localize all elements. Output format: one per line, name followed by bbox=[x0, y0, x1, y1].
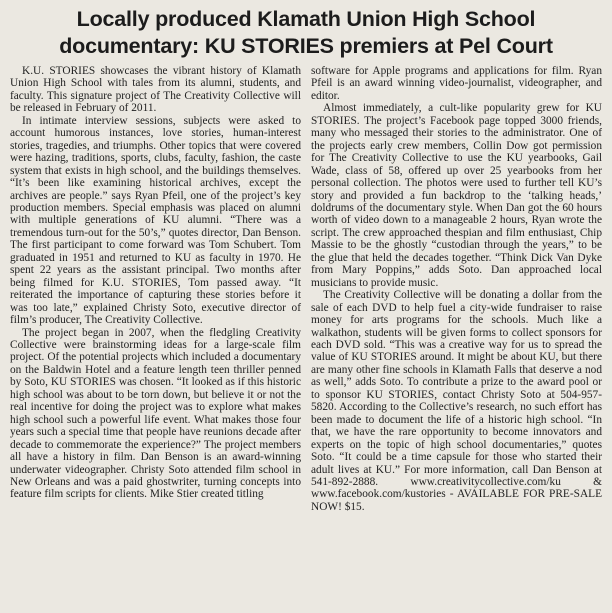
paragraph-fundraiser: The Creativity Collective will be donating a dollar from the sale of each DVD to help fuel a city-wide fundraiser to raise money for arts programs for the schools. Much like a walkathon, students will be given forms to collect sponsors for each DVD sold. “This was a creative way for us to spread the value of KU STORIES around. It might be about KU, but there are many other fine schools in Klamath Falls that deserve a nod as well,” adds Soto. To contribute a prize to the award pool or to sponsor KU STORIES, contact Christy Soto at 504-957-5820. According to the Collective’s research, no such effort has been made to document the life of a historic high school. “In that, we have the rare opportunity to become innovators and experts on the topic of high school documentaries,” quotes Soto. “It could be a time capsule for those who started their adult lives at KU.” For more information, call Dan Benson at 541-892-2888. www.creativitycollective.com/ku & www.facebook.com/kustories - AVAILABLE FOR PRE-SALE NOW! $15. bbox=[311, 289, 602, 513]
left-column bbox=[10, 65, 301, 605]
headline-line-2: documentary: KU STORIES premiers at Pel Court bbox=[59, 34, 553, 58]
paragraph-popularity: Almost immediately, a cult-like popularity grew for KU STORIES. The project’s Facebook page topped 3000 friends, many who messaged their stories to the administrator. One of the projects early crew members, Collin Dow got permission for The Creativity Collective to use the KU yearbooks, Gail Wade, class of 58, offered up over 25 yearbooks from her personal collection. The photos were used to further tell KU’s story and provided a fun backdrop to the ‘talking heads,’ doldrums of the documentary style. When Dan got the 60 hours worth of video down to a manageable 2 hours, Ryan wrote the script. The crew approached thespian and film enthusiast, Chip Massie to be the ghostly “custodian through the years,” to be the glue that held the decades together. “Think Dick Van Dyke from Mary Poppins,” adds Soto. Dan approached local musicians to provide music. bbox=[311, 102, 602, 289]
paragraph-interviews: In intimate interview sessions, subjects were asked to account humorous instances, love stories, human-interest stories, tragedies, and triumphs. Other topics that were covered were hazing, traditions, sports, clubs, faculty, fashion, the caste system that exists in high school, and the buildings themselves. “It’s been like examining historical archives, except the archives are people.” says Ryan Pfeil, one of the project’s key production members. Special emphasis was placed on alumni with multiple generations of KU alumni. “There was a tremendous turn-out for the 50’s,” quotes director, Dan Benson. The first participant to come forward was Tom Schubert. Tom graduated in 1951 and returned to KU as faculty in 1970. He spent 22 years as the assistant principal. Two months after being filmed for K.U. STORIES, Tom passed away. “It reiterated the importance of capturing these stories before it was too late,” explained Christy Soto, executive director of film’s producer, The Creativity Collective. bbox=[10, 114, 301, 327]
article-headline bbox=[10, 6, 602, 60]
article-body bbox=[10, 65, 602, 605]
right-column bbox=[311, 65, 602, 605]
paragraph-intro: K.U. STORIES showcases the vibrant history of Klamath Union High School with tales from its alumni, students, and faculty. This signature project of The Creativity Collective will be released in February of 2011. bbox=[10, 65, 301, 115]
paragraph-project-origin: The project began in 2007, when the fledgling Creativity Collective were brainstorming ideas for a large-scale film project. Of the potential projects which included a documentary on the Baldwin Hotel and a feature length teen thriller penned by Soto, KU STORIES was chosen. “It looked as if this historic high school was about to be torn down, but believe it or not the real incentive for doing the project was to explore what makes high school such a powerful life event. What makes those four years such a special time that people have reunions decade after decade to commemorate the experience?” The project members all have a history in film. Dan Benson is an award-winning underwater videographer. Christy Soto attended film school in New Orleans and was a paid ghostwriter, turning concepts into feature film scripts for clients. Mike Stier created titling bbox=[10, 326, 301, 501]
headline-line-1: Locally produced Klamath Union High School bbox=[76, 7, 536, 31]
paragraph-continuation: software for Apple programs and applications for film. Ryan Pfeil is an award winning video-journalist, videographer, and editor. bbox=[311, 65, 602, 102]
